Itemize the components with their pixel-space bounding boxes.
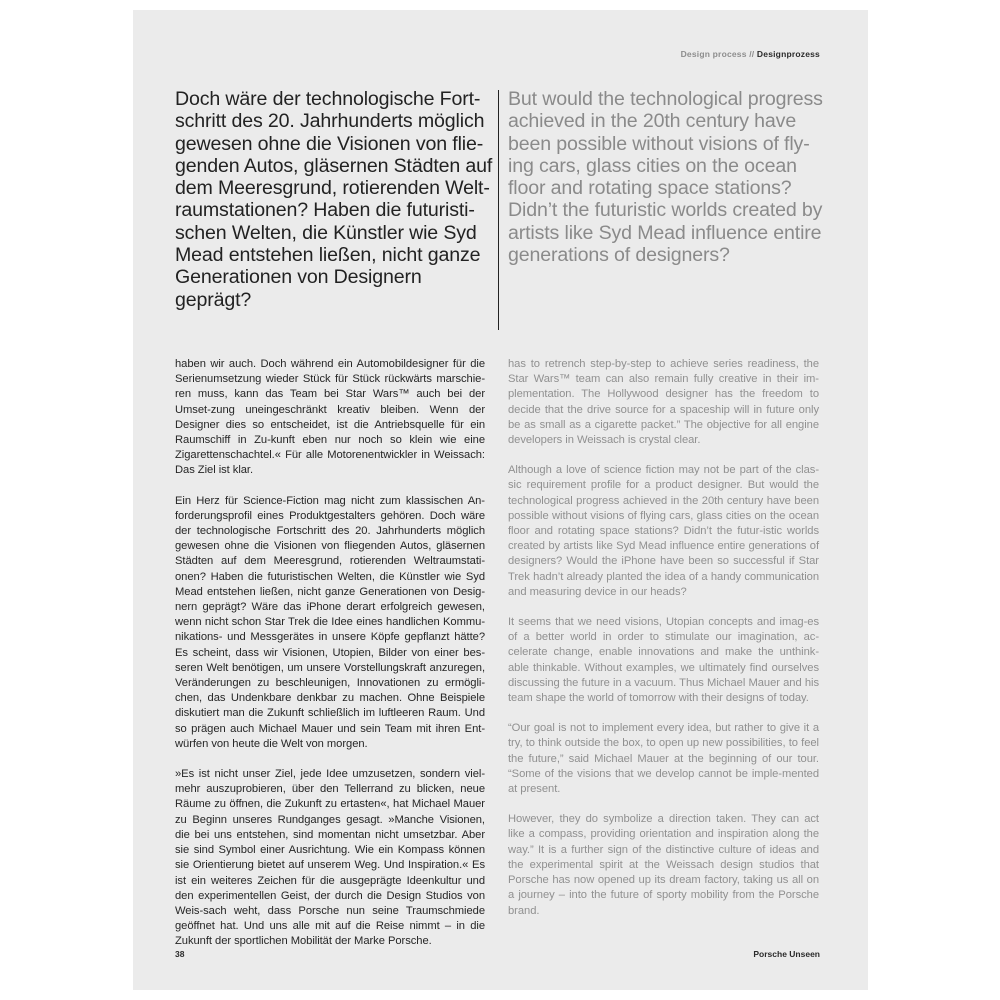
pull-quote-english: But would the technological progress achieved in the 20th century have been possible without visions of fly-ing cars, glass cities on the ocean floor and rotating space stations? Didn’t the futuristic worlds created by artists like Syd Mead influence entire generations of designers? (508, 88, 823, 267)
body-text-english (508, 357, 819, 934)
paragraph: Although a love of science fiction may not be part of the clas-sic requirement profile for a product designer. But would the technological progress achieved in the 20th century have been possible without visions of flying cars, glass cities on the ocean floor and rotating space stations? Didn’t the futur-istic worlds created by artists like Syd Mead influence entire generations of designers? Would the iPhone have been so successful if Star Trek hadn’t already planted the idea of a handy communication and measuring device in our heads? (508, 464, 819, 598)
paragraph: »Es ist nicht unser Ziel, jede Idee umzusetzen, sondern viel-mehr auszuprobieren, über den Tellerrand zu blicken, neue Räume zu öffnen, die Zukunft zu ertasten«, hat Michael Mauer zu Beginn unseres Rundganges gesagt. »Manche Visionen, die bei uns entstehen, sind momentan nicht umsetzbar. Aber sie sind Symbol einer Ausrichtung. Wie ein Kompass können sie Orientierung bietet auf unserem Weg. Und Inspiration.« Es ist ein weiteres Zeichen für die ausgeprägte Ideenkultur und den experimentellen Geist, der durch die Design Studios von Weis-sach weht, dass Porsche nun seine Traumschmiede geöffnet hat. Und uns alle mit auf die Reise nimmt – in die Zukunft der sportlichen Mobilität der Marke Porsche. (175, 768, 485, 948)
magazine-page (133, 10, 868, 990)
section-label-de: Designprozess (756, 49, 820, 59)
column-divider (498, 90, 499, 330)
pull-quote-german: Doch wäre der technologische Fort-schritt des 20. Jahrhunderts möglich gewesen ohne die Visionen von flie-genden Autos, gläsernen Städten auf dem Meeresgrund, rotierenden Welt-raumstationen? Haben die futuristi-schen Welten, die Künstler wie Syd Mead entstehen ließen, nicht ganze Generationen von Designern geprägt? (175, 88, 493, 311)
page-number: 38 (175, 949, 185, 959)
paragraph: haben wir auch. Doch während ein Automobildesigner für die Serienumsetzung wieder Stück für Stück rückwärts marschie-ren muss, kann das Team bei Star Wars™ auch bei der Umset-zung uneingeschränkt kreativ bleiben. Wenn der Designer dies so entscheidet, ist die Antriebsquelle für ein Raumschiff in Zu-kunft eben nur noch so klein wie eine Zigarettenschachtel.« Für alle Motorenentwickler in Weissach: Das Ziel ist klar. (175, 358, 485, 477)
section-label (681, 49, 820, 59)
publication-title: Porsche Unseen (753, 949, 820, 959)
paragraph: However, they do symbolize a direction taken. They can act like a compass, providing orientation and inspiration along the way.” It is a further sign of the distinctive culture of ideas and the experimental spirit at the Weissach design studios that Porsche has now opened up its dream factory, taking us all on a journey – into the future of sporty mobility from the Porsche brand. (508, 813, 819, 917)
paragraph: It seems that we need visions, Utopian concepts and imag-es of a better world in order to stimulate our imagination, ac-celerate change, enable innovations and make the unthink-able thinkable. Without examples, we ultimately find ourselves discussing the future in a vacuum. Thus Michael Mauer and his team shape the world of tomorrow with their designs of today. (508, 616, 819, 705)
section-separator: // (749, 49, 755, 59)
paragraph: Ein Herz für Science-Fiction mag nicht zum klassischen An-forderungsprofil eines Produktgestalters gehören. Doch wäre der technologische Fortschritt des 20. Jahrhunderts möglich gewesen ohne die Visionen von fliegenden Autos, gläsernen Städten auf dem Meeresgrund, rotierenden Weltraumstati-onen? Haben die futuristischen Welten, die Künstler wie Syd Mead entstehen ließen, nicht ganze Generationen von Desig-nern geprägt? Wäre das iPhone derart erfolgreich gewesen, wenn nicht schon Star Trek die Idee eines handlichen Kommu-nikations- und Messgerätes in unsere Köpfe gepflanzt hätte? Es scheint, dass wir Visionen, Utopien, Bilder von einer bes-seren Welt benötigen, um unsere Vorstellungskraft anzuregen, Veränderungen zu beschleunigen, Innovationen zu ermögli-chen, das Undenkbare denkbar zu machen. Ohne Beispiele diskutiert man die Zukunft schließlich im luftleeren Raum. Und so prägen auch Michael Mauer und sein Team mit ihren Ent-würfen von heute die Welt von morgen. (175, 494, 485, 750)
paragraph: has to retrench step-by-step to achieve series readiness, the Star Wars™ team can also remain fully creative in their im-plementation. The Hollywood designer has the freedom to decide that the drive source for a spaceship will in future only be as small as a cigarette packet.” The objective for all engine developers in Weissach is crystal clear. (508, 358, 819, 447)
section-label-en: Design process (680, 49, 747, 59)
paragraph: “Our goal is not to implement every idea, but rather to give it a try, to think outside the box, to open up new possibilities, to feel the future,” said Michael Mauer at the beginning of our tour. “Some of the visions that we develop cannot be imple-mented at present. (508, 722, 819, 796)
body-text-german (175, 357, 485, 965)
